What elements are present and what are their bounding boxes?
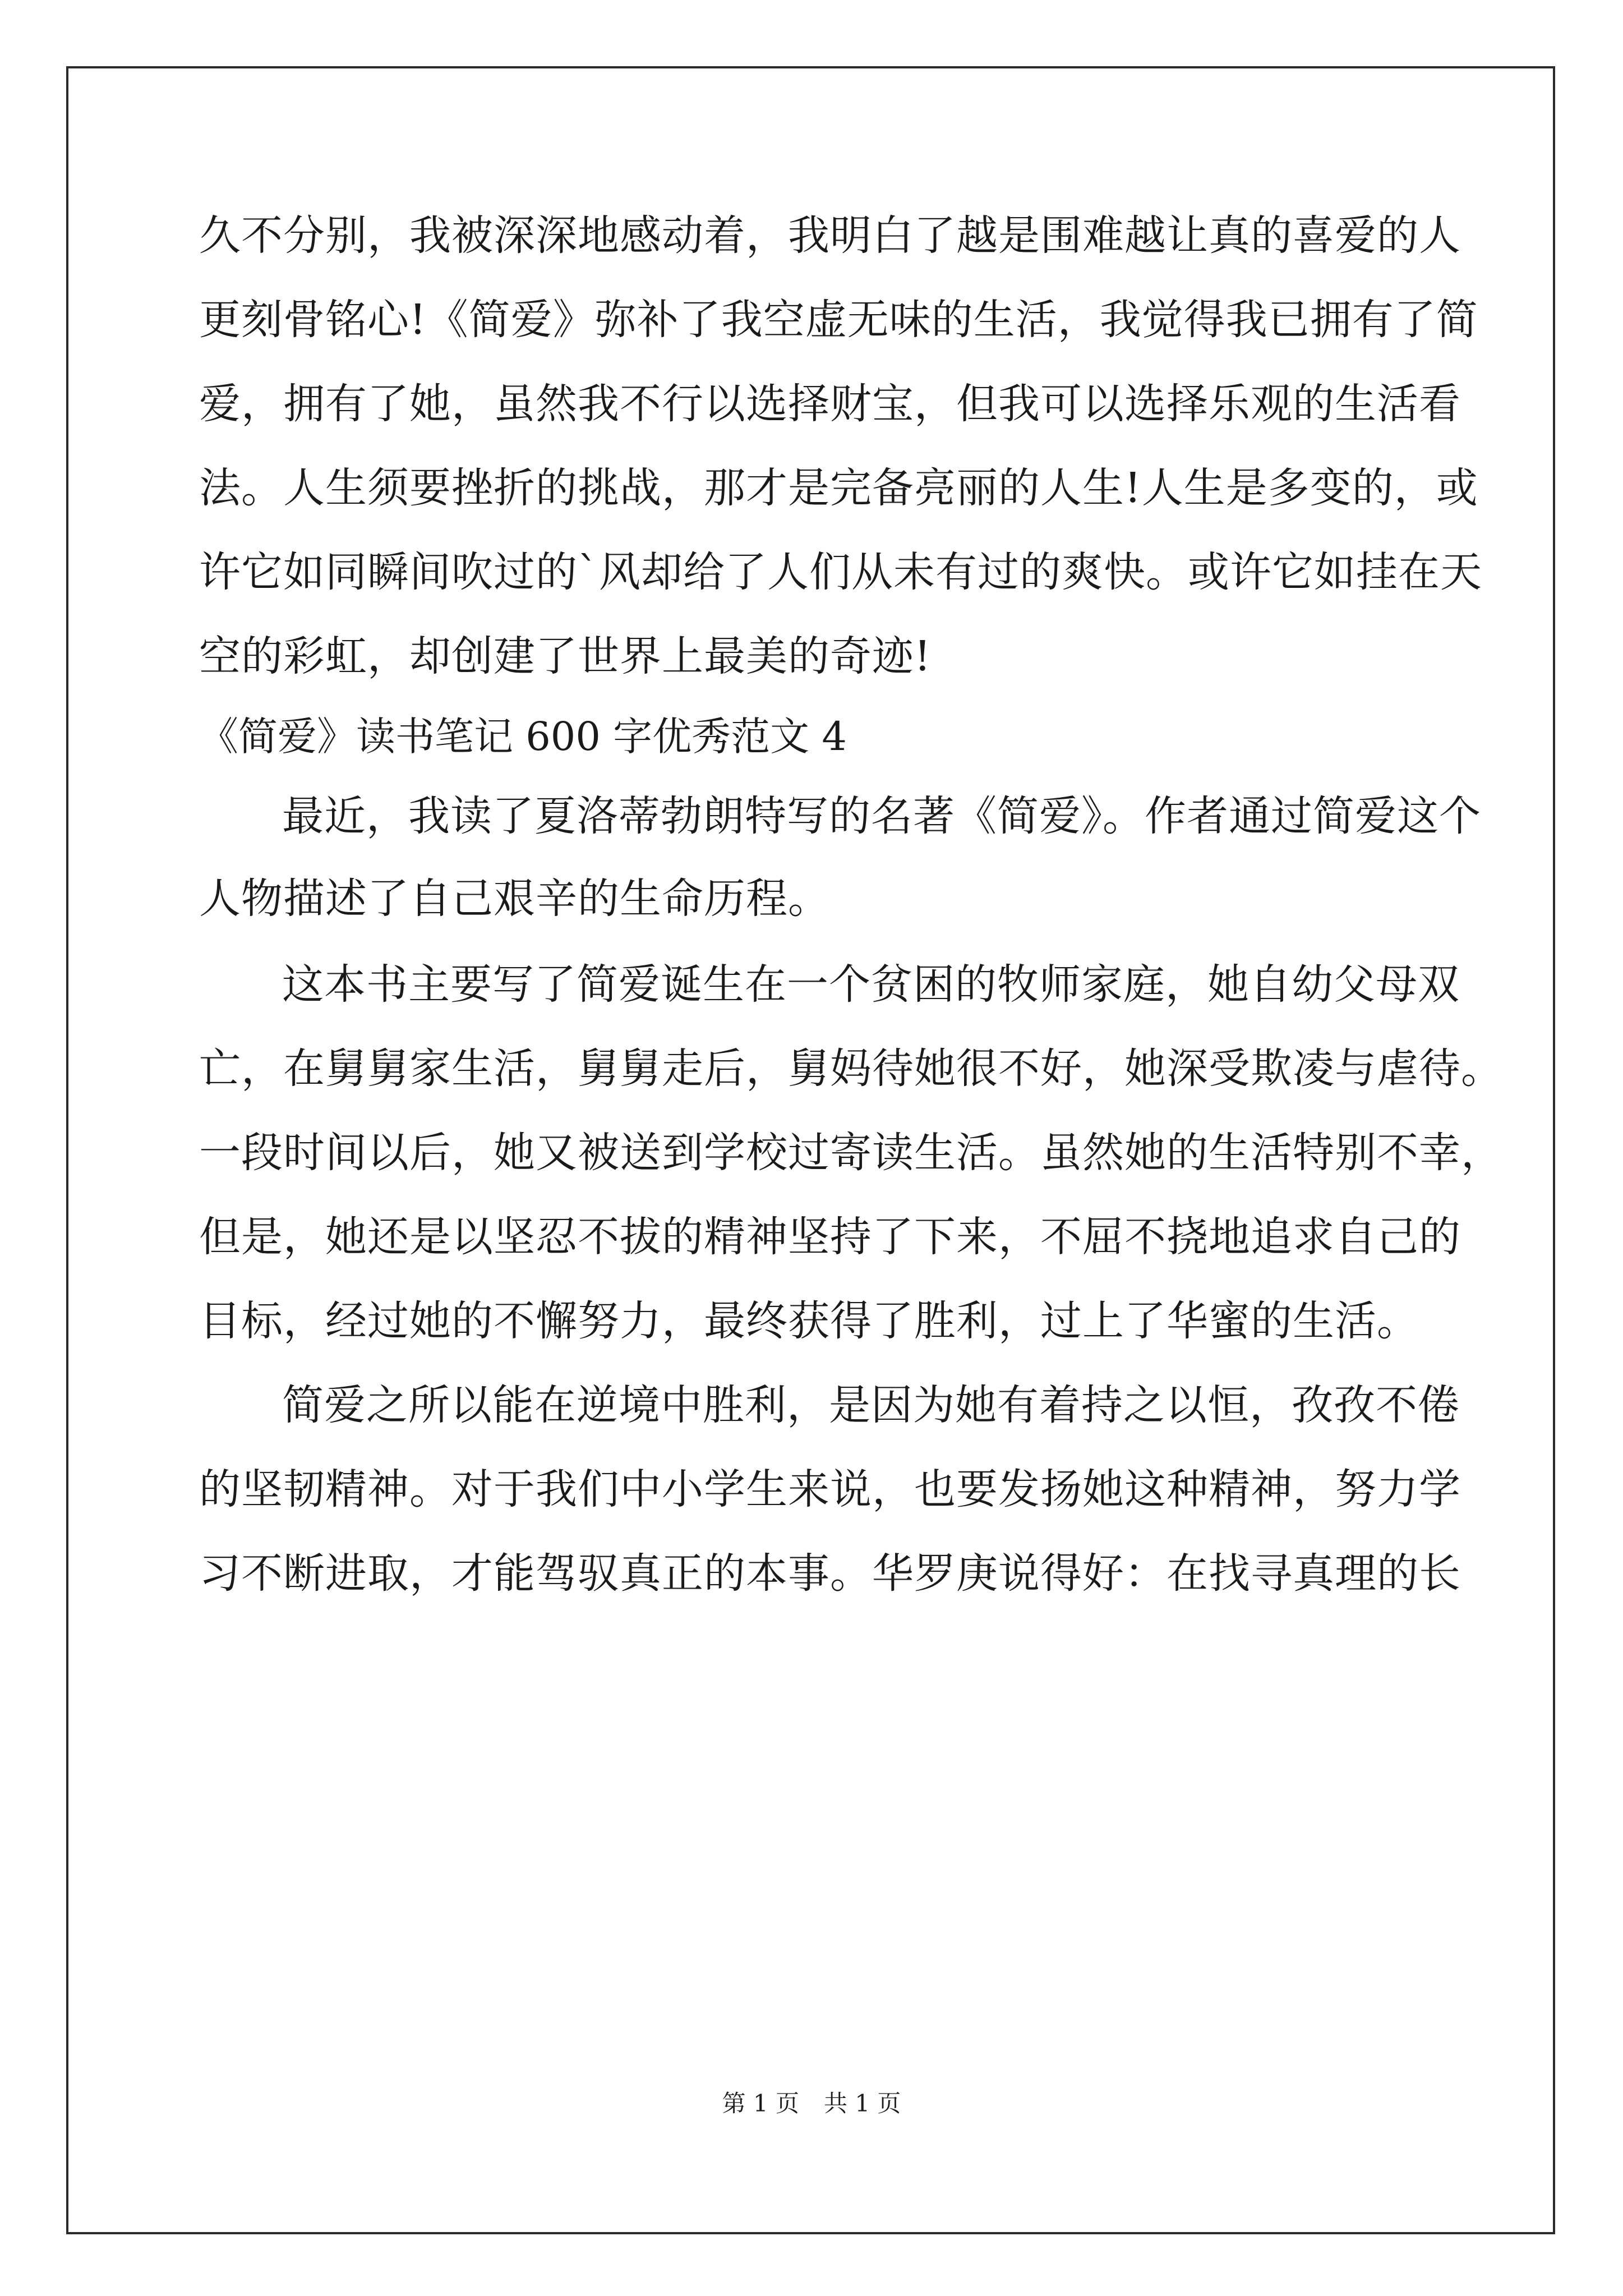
text-line: 亡，在舅舅家生活，舅舅走后，舅妈待她很不好，她深受欺凌与虐待。 [199, 1045, 1503, 1093]
text-line: 的坚韧精神。对于我们中小学生来说，也要发扬她这种精神，努力学 [199, 1465, 1461, 1513]
text-line: 目标，经过她的不懈努力，最终获得了胜利，过上了华蜜的生活。 [199, 1297, 1419, 1345]
paragraph-first-line: 最近，我读了夏洛蒂勃朗特写的名著《简爱》。作者通过简爱这个 [282, 792, 1481, 840]
page-number-current: 第 1 页 [722, 2090, 799, 2117]
text-line: 但是，她还是以坚忍不拔的精神坚持了下来，不屈不挠地追求自己的 [199, 1213, 1461, 1261]
text-line: 空的彩虹，却创建了世界上最美的奇迹! [199, 632, 932, 680]
page-footer [0, 2087, 1623, 2120]
page-number-total: 共 1 页 [824, 2090, 901, 2117]
text-line: 爱，拥有了她，虽然我不行以选择财宝，但我可以选择乐观的生活看 [199, 380, 1461, 428]
text-line: 许它如同瞬间吹过的`风却给了人们从未有过的爽快。或许它如挂在天 [199, 548, 1482, 596]
paragraph-first-line: 简爱之所以能在逆境中胜利，是因为她有着持之以恒，孜孜不倦 [282, 1381, 1460, 1429]
text-line: 习不断进取，才能驾驭真正的本事。华罗庚说得好：在找寻真理的长 [199, 1549, 1461, 1598]
text-line: 久不分别，我被深深地感动着，我明白了越是围难越让真的喜爱的人 [199, 211, 1461, 260]
text-line: 法。人生须要挫折的挑战，那才是完备亮丽的人生!人生是多变的，或 [199, 464, 1478, 512]
text-line: 人物描述了自己艰辛的生命历程。 [199, 875, 830, 923]
section-heading: 《简爱》读书笔记 600 字优秀范文 4 [199, 714, 847, 760]
text-line: 一段时间以后，她又被送到学校过寄读生活。虽然她的生活特别不幸， [199, 1129, 1503, 1177]
text-line: 更刻骨铭心!《简爱》弥补了我空虚无味的生活，我觉得我已拥有了简 [199, 296, 1478, 344]
paragraph-first-line: 这本书主要写了简爱诞生在一个贫困的牧师家庭，她自幼父母双 [282, 960, 1460, 1009]
